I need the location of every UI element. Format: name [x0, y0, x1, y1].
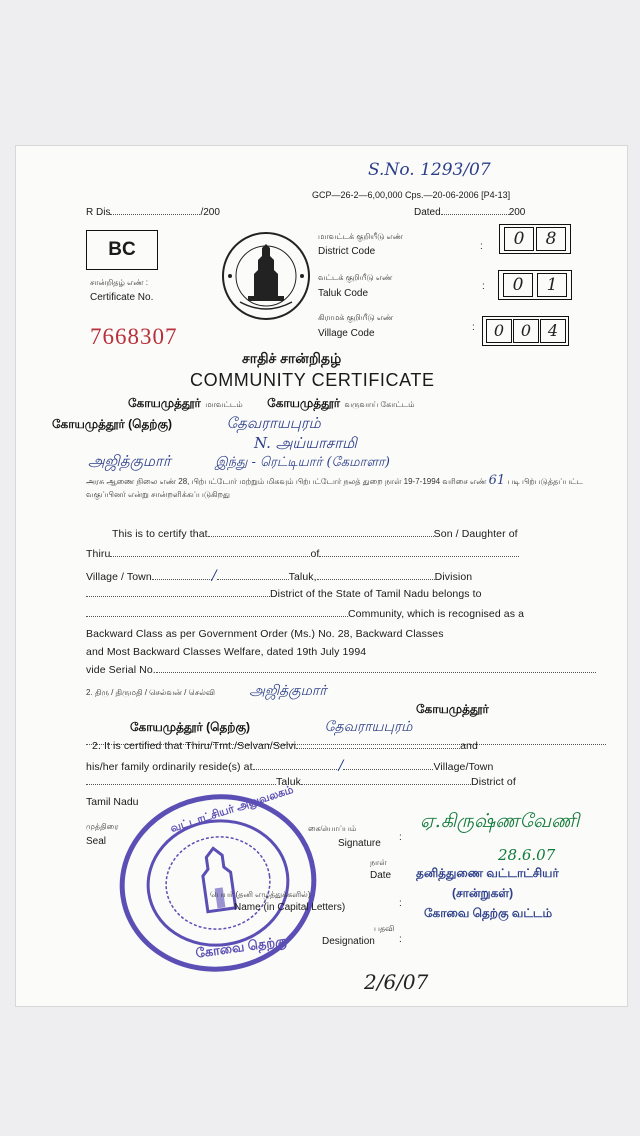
- name-label-tamil: பெயர் (தனி எழுத்துக்களில்): [210, 890, 311, 899]
- english-line-1: This is to certify that Son / Daughter of: [112, 528, 518, 540]
- signature-handwritten: ஏ.கிருஷ்ணவேணி: [420, 810, 580, 832]
- district-code-label-tamil: மாவட்டக் குறியீடு எண்: [318, 232, 403, 241]
- r-dis-line: R Dis /200: [86, 207, 220, 218]
- officer-stamp-line-2: (சான்றுகள்): [452, 886, 514, 900]
- district-label: மாவட்டம்: [205, 400, 243, 409]
- revenue-division-stamp: கோயமுத்தூர்: [267, 396, 340, 410]
- taluk-stamp-2: கோயமுத்தூர் (தெற்கு): [130, 720, 251, 734]
- tamil-line-4: [88, 452, 390, 472]
- name-handwritten-2: அஜித்குமார்: [249, 683, 327, 699]
- date-label: Date: [370, 870, 392, 881]
- name-label: Name (in Capital Letters): [234, 902, 346, 913]
- english-line-8: vide Serial No.: [86, 664, 601, 676]
- certificate-no-label: Certificate No.: [90, 292, 154, 303]
- taluk-stamp: கோயமுத்தூர் (தெற்கு): [52, 417, 173, 431]
- taluk-code-label: Taluk Code: [318, 288, 369, 299]
- tamil-line-2: [52, 414, 321, 434]
- seal-label: Seal: [86, 836, 107, 847]
- village-code-digit: 0: [486, 319, 512, 343]
- english-line-4: District of the State of Tamil Nadu belongs to: [86, 588, 601, 600]
- revenue-division-label: வருவாய் கோட்டம்: [344, 400, 415, 409]
- english-line-15: Taluk District of: [86, 776, 601, 788]
- village-handwritten-2: தேவராயபுரம்: [324, 719, 413, 735]
- village-code-box: [482, 316, 569, 346]
- tamil-line-1: [128, 394, 415, 412]
- english-line-16: Tamil Nadu: [86, 796, 139, 808]
- english-line-6: Backward Class as per Government Order (Ms.) No. 28, Backward Classes: [86, 628, 444, 640]
- signature-colon: :: [399, 832, 402, 843]
- signature-label-tamil: கையொப்பம்: [308, 824, 357, 833]
- tamil-para2-line-1: 2. திரு / திருமதி / செல்வன் / செல்வி அஜித்குமார்: [86, 683, 327, 699]
- dated-line: Dated 200: [414, 207, 526, 218]
- tamil-para2-line-3: [130, 718, 412, 737]
- english-line-5: Community, which is recognised as a: [86, 608, 601, 620]
- village-code-label: Village Code: [318, 328, 375, 339]
- name-handwritten: அஜித்குமார்: [88, 452, 171, 470]
- english-line-3: Village / Town / Taluk, Division: [86, 568, 473, 584]
- category-value: BC: [108, 239, 136, 260]
- village-code-label-tamil: கிராமக் குறியீடு எண்: [318, 313, 394, 322]
- english-line-2: Thiru of: [86, 548, 601, 560]
- designation-colon: :: [399, 934, 402, 945]
- district-code-colon: :: [480, 241, 483, 252]
- english-line-14: his/her family ordinarily reside(s) at / Village/Town: [86, 758, 494, 774]
- father-handwritten: N. அய்யாசாமி: [254, 434, 357, 452]
- certificate-no-label-tamil: சான்றிதழ் எண் :: [90, 278, 148, 287]
- date-label-tamil: நாள்: [370, 858, 387, 867]
- certificate-document: [16, 146, 627, 1006]
- village-code-digit: 0: [513, 319, 539, 343]
- taluk-code-colon: :: [482, 281, 485, 292]
- taluk-code-digit: 1: [537, 273, 567, 297]
- village-code-digit: 4: [540, 319, 566, 343]
- title-tamil: சாதிச் சான்றிதழ்: [242, 350, 342, 366]
- district-code-digit: 8: [536, 227, 566, 251]
- seal-label-tamil: முத்திரை: [86, 822, 119, 831]
- signature-label: Signature: [338, 838, 381, 849]
- district-code-label: District Code: [318, 246, 376, 257]
- village-code-colon: :: [472, 322, 475, 333]
- officer-stamp-line-3: கோவை தெற்கு வட்டம்: [424, 906, 553, 920]
- seal-bottom-text: கோவை தெற்கு: [194, 933, 288, 961]
- designation-label-tamil: பதவி: [374, 924, 395, 933]
- district-stamp: கோயமுத்தூர்: [128, 396, 201, 410]
- tamilnadu-emblem-icon: [220, 230, 312, 322]
- officer-stamp-line-1: தனித்துணை வட்டாட்சியர்: [416, 866, 559, 880]
- community-handwritten: இந்து - ரெட்டியார் (கேமாளா): [215, 455, 390, 470]
- district-stamp-2: கோயமுத்தூர்: [416, 702, 489, 716]
- english-line-7: and Most Backward Classes Welfare, dated 19th July 1994: [86, 646, 367, 658]
- bottom-initials-handwritten: 2/6/07: [364, 970, 429, 994]
- title-english: COMMUNITY CERTIFICATE: [190, 370, 435, 390]
- serial-number-handwritten: S.No. 1293/07: [368, 160, 491, 180]
- certificate-no-value: 7668307: [90, 324, 178, 349]
- date-handwritten: 28.6.07: [498, 846, 556, 864]
- official-seal-stamp: [106, 779, 329, 987]
- taluk-code-box: [498, 270, 572, 300]
- name-colon: :: [399, 898, 402, 909]
- designation-label: Designation: [322, 936, 375, 947]
- taluk-code-digit: 0: [503, 273, 533, 297]
- category-box: [86, 230, 158, 270]
- district-code-digit: 0: [504, 227, 534, 251]
- serial-handwritten: 61: [488, 473, 506, 488]
- seal-ring-text: வட்டாட்சியர் அலுவலகம்: [169, 783, 295, 835]
- english-line-13: 2. It is certified that Thiru/Tmt./Selvan/Selvi and: [92, 740, 478, 752]
- taluk-code-label-tamil: வட்டக் குறியீடு எண்: [318, 273, 393, 282]
- village-handwritten: தேவராயபுரம்: [226, 414, 321, 432]
- tamil-para2-line-2: [416, 700, 489, 718]
- go-text-tamil: அரசு ஆணை நிலை எண் 28, பிற்பட்டோர் மற்றும் மிகவும் பிற்பட்டோர் நலத் துறை நாள் 19-7-1994 வரிசை எண் 61 படி பிற்படுத்தப்பட்ட வகுப்பினர் என்று சான்றளிக்கப்படுகிறது: [86, 473, 583, 499]
- district-code-box: [499, 224, 571, 254]
- print-info: GCP—26-2—6,00,000 Cps.—20-06-2006 [P4-13]: [312, 190, 511, 200]
